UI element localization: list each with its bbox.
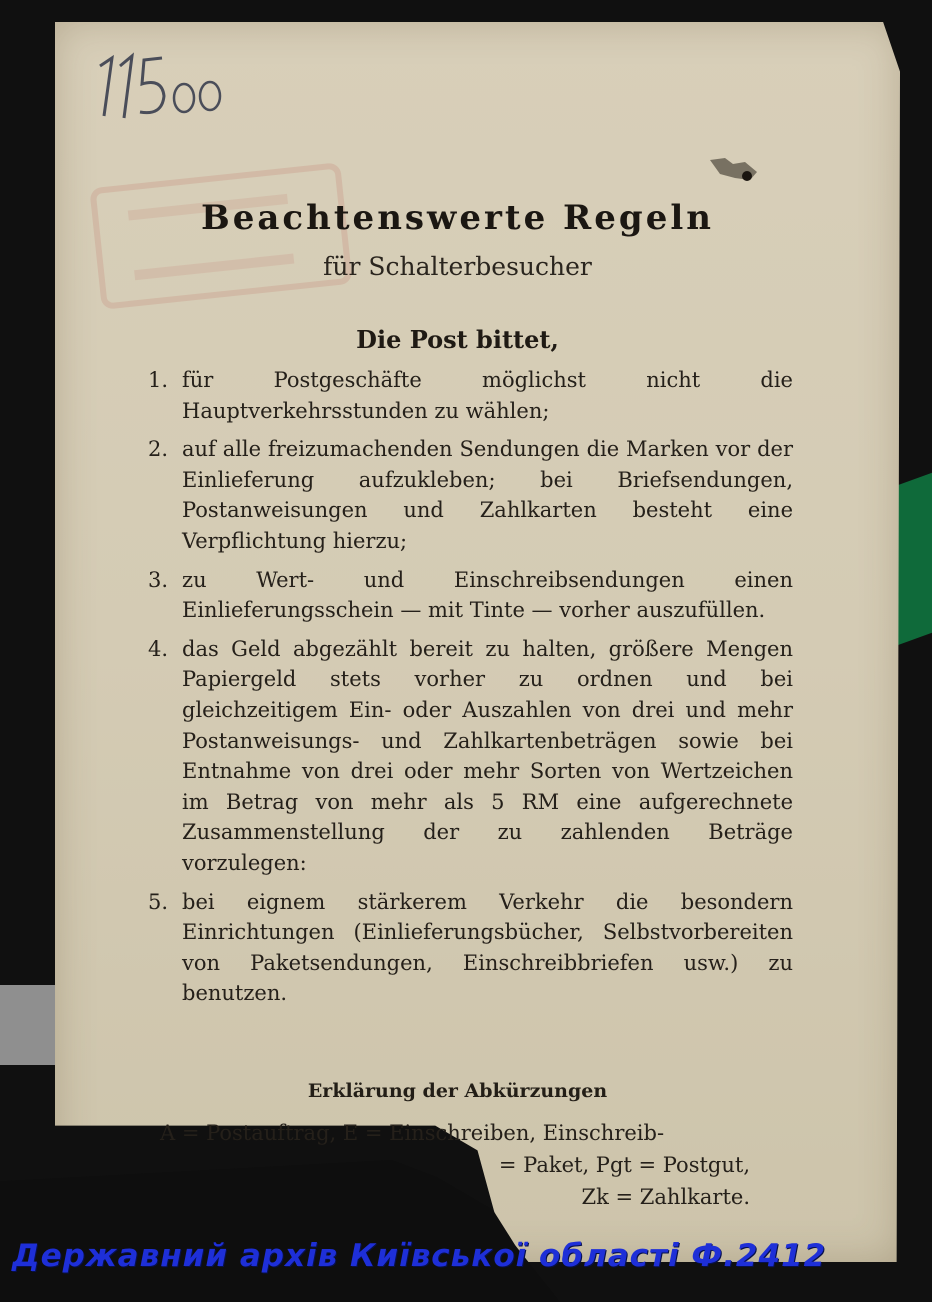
svg-text:115oo: 115oo <box>92 46 95 47</box>
rule-item <box>148 434 793 556</box>
archive-caption: Державний архів Київської області Ф.2412 <box>12 1238 827 1274</box>
rule-text: auf alle freizumachenden Sendungen die Marken vor der Einlieferung aufzukleben; bei Briefsendungen, Postanweisungen und Zahlkarten besteht eine Verpflichtung hierzu; <box>182 437 793 553</box>
document-subtitle: für Schalterbesucher <box>323 252 592 281</box>
rule-number: 4. <box>148 636 169 661</box>
rule-text: bei eignem stärkerem Verkehr die besondern Einrichtungen (Einlieferungsbücher, Selbstvorbereiten von Paketsendungen, Einschreibbriefen usw.) zu benutzen. <box>182 889 793 1006</box>
rule-text: das Geld abgezählt bereit zu halten, größere Mengen Papiergeld stets vorher zu ordnen und bei gleichzeitigem Ein- oder Auszahlen von drei und mehr Postanweisungs- und Zahlkartenbeträgen sowie bei Entnahme von drei oder mehr Sorten von Wertzeichen im Betrag von mehr als 5 RM eine aufgerechnete Zusammenstellung der zu zahlenden Beträge vorzulegen: <box>182 636 793 875</box>
rule-item <box>148 634 793 879</box>
rule-item <box>148 565 793 626</box>
document-title: Beachtenswerte Regeln <box>201 198 714 238</box>
abbreviations-line: A = Postauftrag, E = Einschreiben, Einschreib- <box>160 1121 665 1145</box>
abbreviations-line: = Paket, Pgt = Postgut, <box>498 1153 750 1177</box>
rule-number: 5. <box>148 889 169 914</box>
rule-number: 3. <box>148 567 169 592</box>
rule-item <box>148 887 793 1009</box>
rule-number: 2. <box>148 437 169 462</box>
gray-background-strip <box>0 985 58 1065</box>
abbreviations-title: Erklärung der Abkürzungen <box>307 1080 608 1102</box>
paper-hole <box>705 150 765 190</box>
rule-text: zu Wert- und Einschreibsendungen einen Einlieferungsschein — mit Tinte — vorher auszufüllen. <box>182 567 793 623</box>
abbreviations-line: Zk = Zahlkarte. <box>581 1185 750 1209</box>
handwritten-number <box>92 46 242 136</box>
rules-list <box>148 365 793 1017</box>
rule-number: 1. <box>148 368 169 392</box>
rule-item <box>148 365 793 426</box>
rule-text: für Postgeschäfte möglichst nicht die Hauptverkehrsstunden zu wählen; <box>182 368 793 423</box>
section-heading: Die Post bittet, <box>356 325 559 354</box>
